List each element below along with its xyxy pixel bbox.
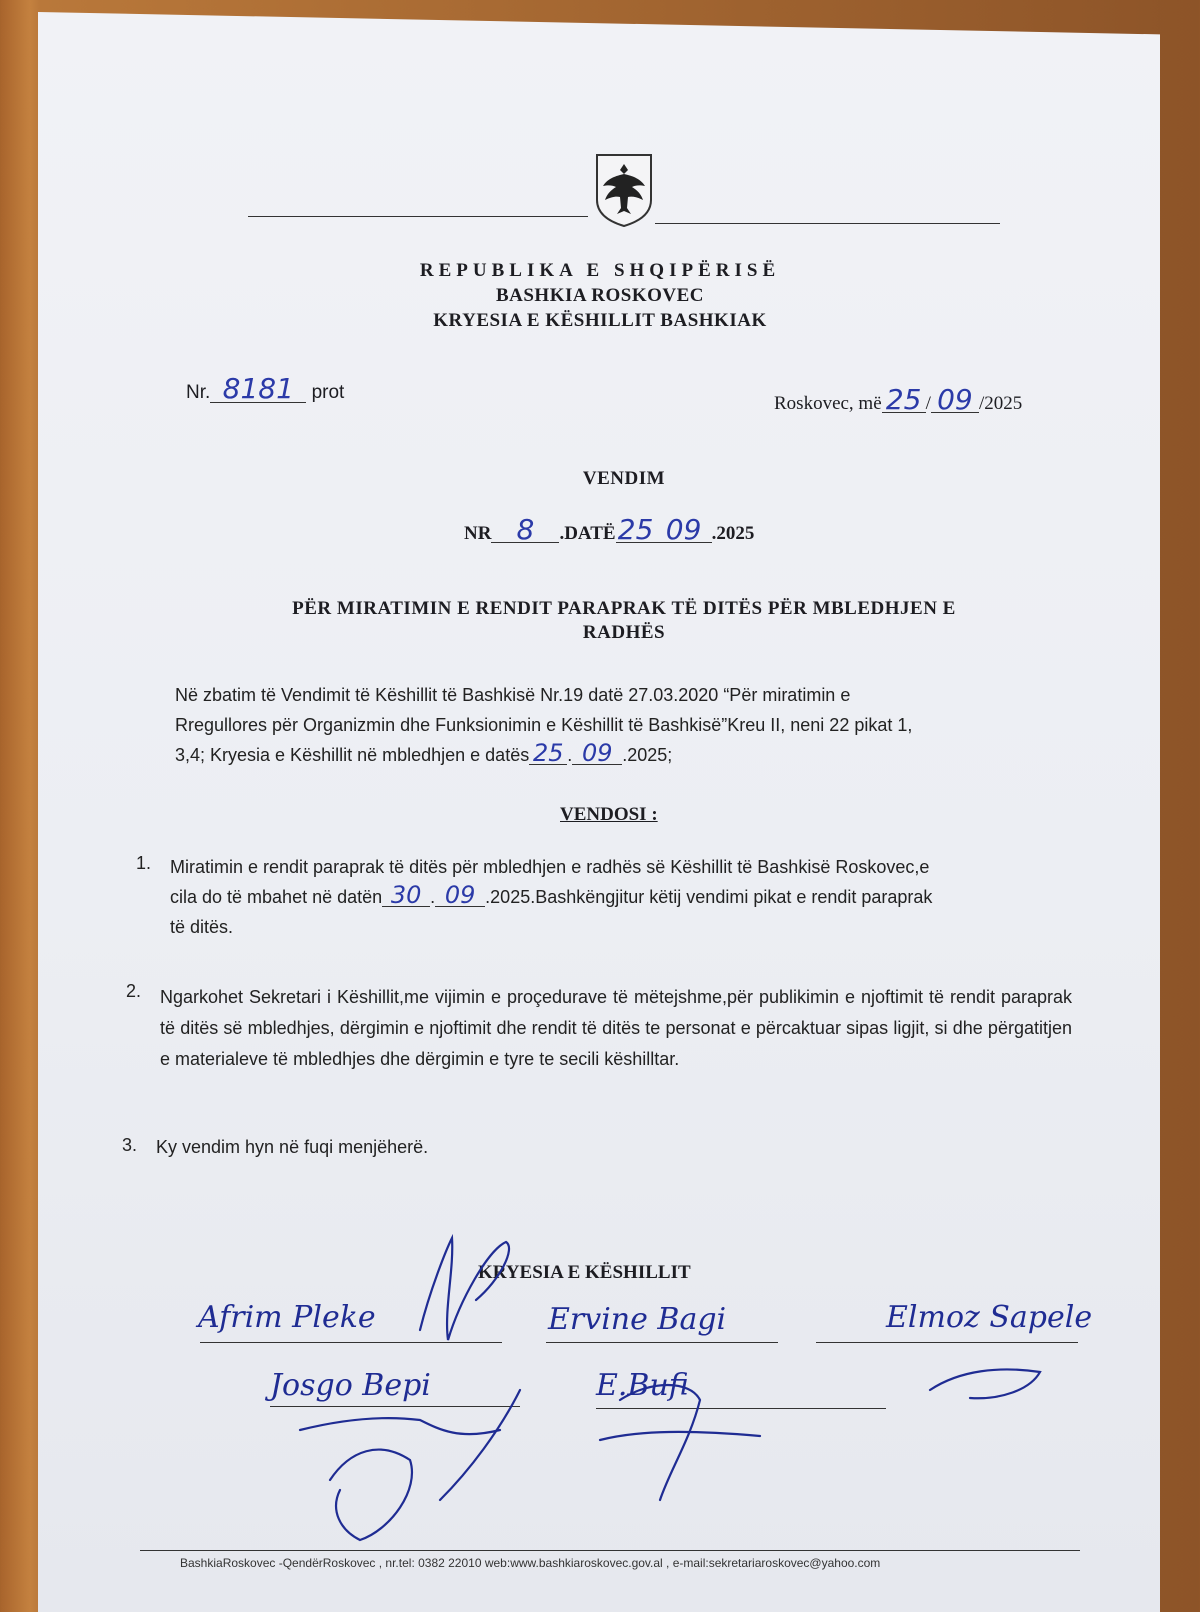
decision-date-day: 25 bbox=[616, 518, 656, 543]
signature-name-5: E.Bufi bbox=[596, 1368, 689, 1403]
header-municipality: BASHKIA ROSKOVEC bbox=[495, 285, 705, 306]
item3-number: 3. bbox=[122, 1135, 138, 1155]
place-date-month: 09 bbox=[931, 388, 979, 413]
preamble-date-month: 09 bbox=[572, 742, 622, 765]
item1-date-sep: . bbox=[430, 887, 436, 907]
decision-heading: VENDIM bbox=[582, 468, 666, 489]
preamble-line3-text: 3,4; Kryesia e Këshillit në mbledhjen e datës bbox=[175, 745, 530, 765]
signature-name-3: Elmoz Sapele bbox=[886, 1300, 1093, 1335]
protocol-suffix: prot bbox=[311, 382, 345, 403]
item1-line2-text: cila do të mbahet në datën bbox=[170, 887, 383, 907]
decision-subject-line2: RADHËS bbox=[582, 622, 666, 643]
signature-name-2: Ervine Bagi bbox=[548, 1302, 727, 1337]
footer-contact: BashkiaRoskovec -QendërRoskovec , nr.tel: 0382 22010 web:www.bashkiaroskovec.gov.al , e-mail:sekretariaroskovec@yahoo.com bbox=[180, 1556, 881, 1570]
signature-name-4: Josgo Bepi bbox=[270, 1368, 431, 1403]
item1-number: 1. bbox=[136, 853, 152, 873]
decision-date-year: .2025 bbox=[711, 523, 755, 544]
header-council: KRYESIA E KËSHILLIT BASHKIAK bbox=[433, 310, 767, 331]
item1-date-day: 30 bbox=[382, 884, 430, 907]
decision-subject-line1: PËR MIRATIMIN E RENDIT PARAPRAK TË DITËS PËR MBLEDHJEN E bbox=[292, 598, 956, 619]
decides-label: VENDOSI : bbox=[560, 804, 658, 825]
decision-date-label: .DATË bbox=[559, 523, 616, 544]
item3-text: Ky vendim hyn në fuqi menjëherë. bbox=[156, 1137, 429, 1157]
place-date-year: /2025 bbox=[978, 393, 1023, 414]
place-date-prefix: Roskovec, më bbox=[774, 393, 882, 414]
decision-nr-value: 8 bbox=[491, 518, 559, 543]
decision-date-month: 09 bbox=[656, 518, 712, 543]
preamble-date-sep: . bbox=[567, 745, 573, 765]
item1-line3: të ditës. bbox=[170, 917, 234, 937]
preamble-line1: Në zbatim të Vendimit të Këshillit të Bashkisë Nr.19 datë 27.03.2020 “Për miratimin e bbox=[175, 685, 851, 705]
protocol-number-value: 8181 bbox=[210, 376, 306, 403]
item2-number: 2. bbox=[126, 981, 142, 1001]
item1-date-month: 09 bbox=[435, 884, 485, 907]
preamble-date-year: .2025; bbox=[622, 745, 673, 765]
item1-line1: Miratimin e rendit paraprak të ditës për mbledhjen e radhës së Këshillit të Bashkisë Roskovec,e bbox=[170, 857, 930, 877]
place-date-day: 25 bbox=[882, 388, 926, 413]
preamble-line2: Rregullores për Organizmin dhe Funksionimin e Këshillit të Bashkisë”Kreu II, neni 22 pikat 1, bbox=[175, 715, 913, 735]
item1-line2-end: .2025.Bashkëngjitur këtij vendimi pikat e rendit paraprak bbox=[485, 887, 933, 907]
protocol-prefix: Nr. bbox=[186, 382, 211, 403]
place-date: Roskovec, më 25 / 09 /2025 bbox=[774, 383, 1023, 416]
footer-rule bbox=[140, 1550, 1080, 1551]
signatures-heading: KRYESIA E KËSHILLIT bbox=[478, 1262, 691, 1283]
header-republic: REPUBLIKA E SHQIPËRISË bbox=[419, 260, 781, 281]
signature-name-1: Afrim Pleke bbox=[198, 1300, 376, 1335]
item2-text: Ngarkohet Sekretari i Këshillit,me vijimin e proçedurave të mëtejshme,për publikimin e njoftimit të rendit paraprak të ditës së mbledhjes, dërgimin e njoftimit dhe rendit të ditës te personat e përcaktuar sipas ligjit, si dhe përgatitjen e materialeve të mbledhjes dhe dërgimin e tyre te secili këshilltar. bbox=[160, 987, 1072, 1069]
preamble-date-day: 25 bbox=[529, 742, 567, 765]
decision-nr-label: NR bbox=[464, 523, 492, 544]
